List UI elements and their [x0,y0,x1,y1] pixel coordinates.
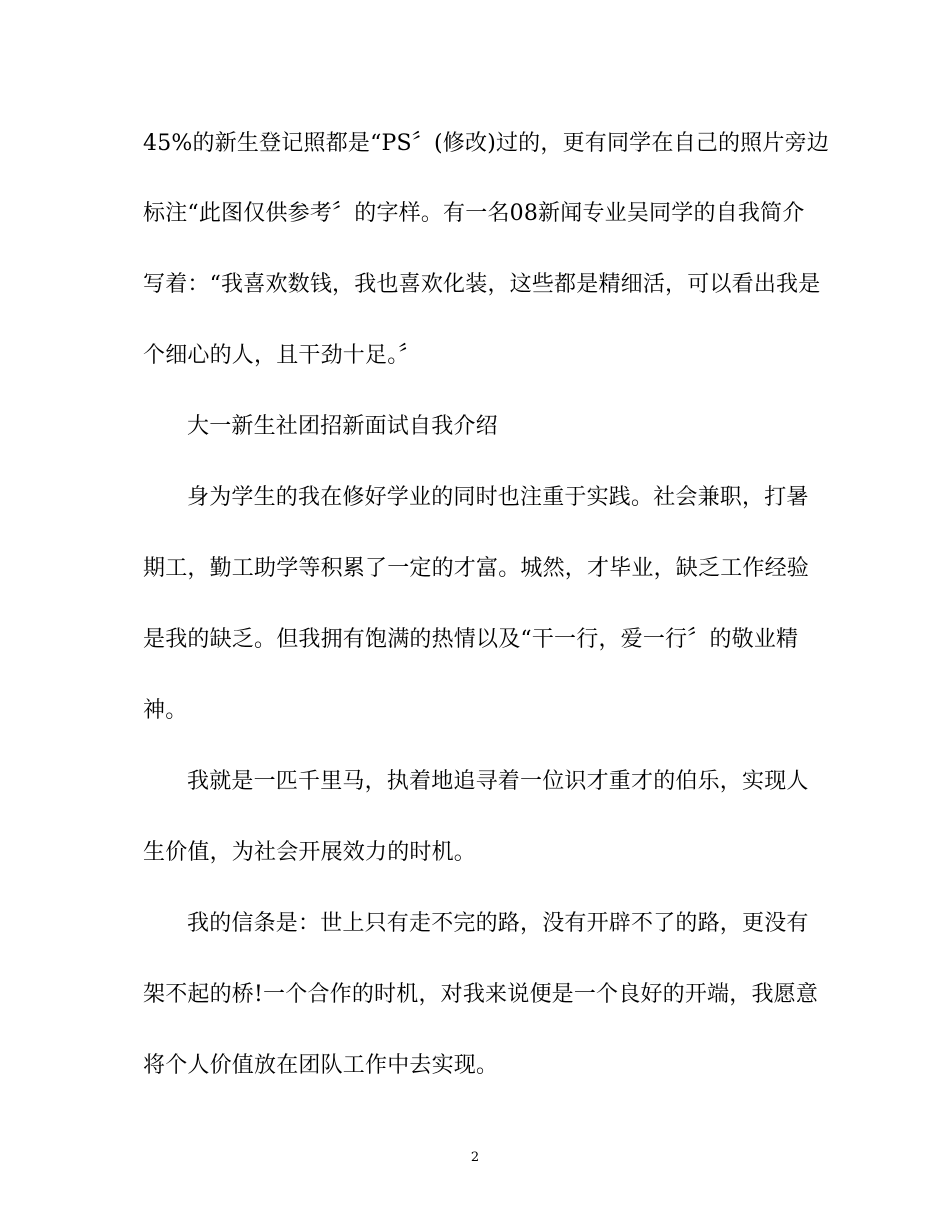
paragraph-line: 标注“此图仅供参考〞的字样。有一名08新闻专业吴同学的自我简介 [143,201,805,226]
paragraph-line: 将个人价值放在团队工作中去实现。 [143,1053,499,1078]
page-number: 2 [470,1150,480,1165]
paragraph-line: 神。 [143,698,188,723]
paragraph-line: 身为学生的我在修好学业的同时也注重于实践。社会兼职，打暑 [187,485,809,510]
paragraph-line: 我的信条是：世上只有走不完的路，没有开辟不了的路，更没有 [187,911,809,936]
paragraph-line: 个细心的人，且干劲十足。〞 [143,343,421,368]
section-heading: 大一新生社团招新面试自我介绍 [187,414,498,439]
paragraph-line: 生价值，为社会开展效力的时机。 [143,840,477,865]
paragraph-line: 期工，勤工助学等积累了一定的才富。城然，才毕业，缺乏工作经验 [143,556,810,581]
paragraph-line: 写着：“我喜欢数钱，我也喜欢化装，这些都是精细活，可以看出我是 [143,272,821,297]
paragraph-line: 我就是一匹千里马，执着地追寻着一位识才重才的伯乐，实现人 [187,769,809,794]
paragraph-line: 架不起的桥!一个合作的时机，对我来说便是一个良好的开端，我愿意 [143,982,819,1007]
paragraph-line: 是我的缺乏。但我拥有饱满的热情以及“干一行，爱一行〞的敬业精 [143,627,799,652]
paragraph-line: 45%的新生登记照都是“PS〞(修改)过的，更有同学在自己的照片旁边 [143,131,829,156]
